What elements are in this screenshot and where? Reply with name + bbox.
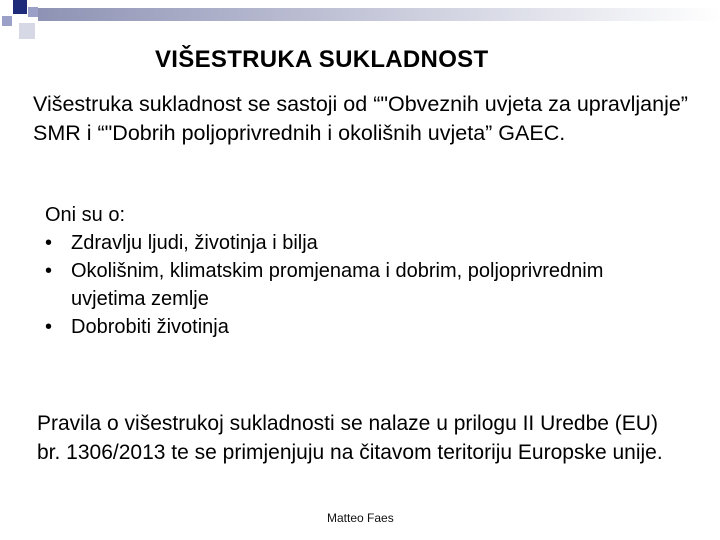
bullet-icon: • [45,232,53,254]
square-dark [13,0,27,14]
list-heading: Oni su o: [45,204,126,226]
list-item-text: Okolišnim, klimatskim promjenama i dobrim, poljoprivrednim uvjetima zemlje [71,260,604,310]
list-item [45,257,605,313]
list-item [45,313,605,341]
list-item [45,229,605,257]
topics-list [45,229,605,341]
intro-paragraph: Višestruka sukladnost se sastoji od “"Obveznih uvjeta za upravljanje” SMR i “"Dobrih poljoprivrednih i okolišnih uvjeta” GAEC. [33,92,688,145]
decorative-header-graphic [0,0,720,50]
gradient-band [38,8,720,21]
square-light-bottom [19,23,35,39]
list-item-text: Dobrobiti životinja [71,316,229,338]
square-mid-left [2,16,12,26]
topics-list-block [45,201,605,341]
slide-title: VIŠESTRUKA SUKLADNOST [155,46,489,73]
bullet-icon: • [45,260,53,282]
bullet-icon: • [45,316,53,338]
square-mid-top [28,7,38,17]
footer-author: Matteo Faes [327,511,394,525]
closing-paragraph: Pravila o višestrukoj sukladnosti se nalaze u prilogu II Uredbe (EU) br. 1306/2013 te se primjenjuju na čitavom teritoriju Europske unije. [37,412,663,464]
list-item-text: Zdravlju ljudi, životinja i bilja [71,232,318,254]
